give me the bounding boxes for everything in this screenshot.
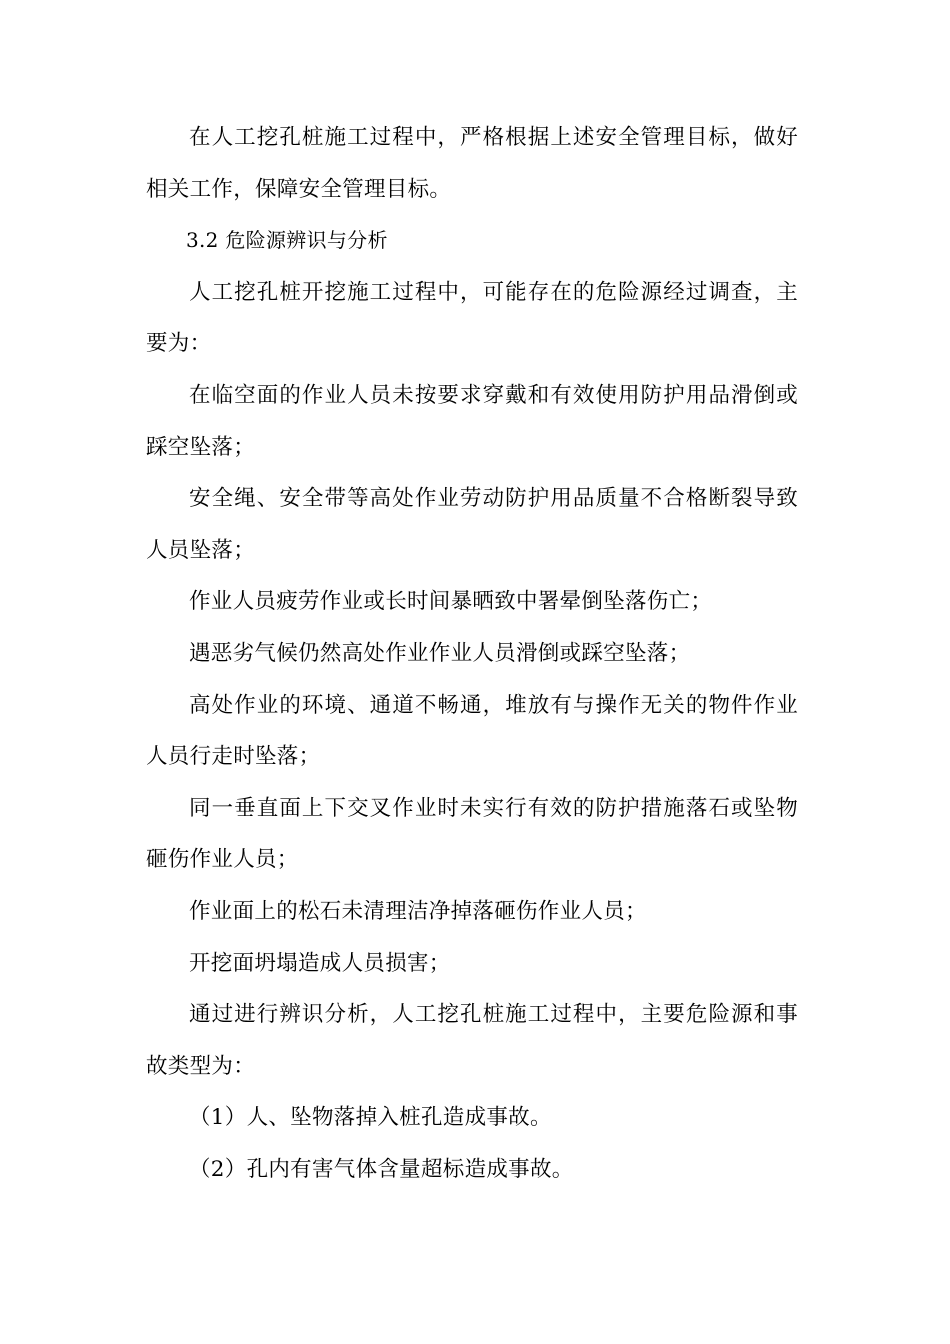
paragraph-hazard-item: 在临空面的作业人员未按要求穿戴和有效使用防护用品滑倒或踩空坠落； bbox=[146, 382, 798, 460]
paragraph-accident-type-1: （1）人、坠物落掉入桩孔造成事故。 bbox=[189, 1105, 552, 1131]
paragraph-hazard-item: 同一垂直面上下交叉作业时未实行有效的防护措施落石或坠物砸伤作业人员； bbox=[146, 795, 798, 873]
paragraph-hazard-item: 高处作业的环境、通道不畅通，堆放有与操作无关的物件作业人员行走时坠落； bbox=[146, 692, 798, 770]
paragraph-hazard-item: 遇恶劣气候仍然高处作业作业人员滑倒或踩空坠落； bbox=[189, 640, 691, 666]
paragraph-hazard-item: 安全绳、安全带等高处作业劳动防护用品质量不合格断裂导致人员坠落； bbox=[146, 486, 798, 563]
paragraph-hazard-item: 开挖面坍塌造成人员损害； bbox=[189, 950, 451, 976]
paragraph-hazard-survey: 人工挖孔桩开挖施工过程中，可能存在的危险源经过调查，主要为： bbox=[146, 279, 798, 357]
document-page bbox=[146, 112, 798, 1195]
section-heading-3-2: 3.2 危险源辨识与分析 bbox=[186, 228, 388, 253]
paragraph-hazard-item: 作业人员疲劳作业或长时间暴晒致中署晕倒坠落伤亡； bbox=[189, 589, 713, 615]
paragraph-analysis-summary: 通过进行辨识分析，人工挖孔桩施工过程中，主要危险源和事故类型为： bbox=[146, 1002, 798, 1079]
paragraph-hazard-item: 作业面上的松石未清理洁净掉落砸伤作业人员； bbox=[189, 898, 647, 924]
paragraph-accident-type-2: （2）孔内有害气体含量超标造成事故。 bbox=[189, 1156, 574, 1182]
paragraph-intro: 在人工挖孔桩施工过程中，严格根据上述安全管理目标，做好相关工作，保障安全管理目标。 bbox=[146, 125, 798, 202]
